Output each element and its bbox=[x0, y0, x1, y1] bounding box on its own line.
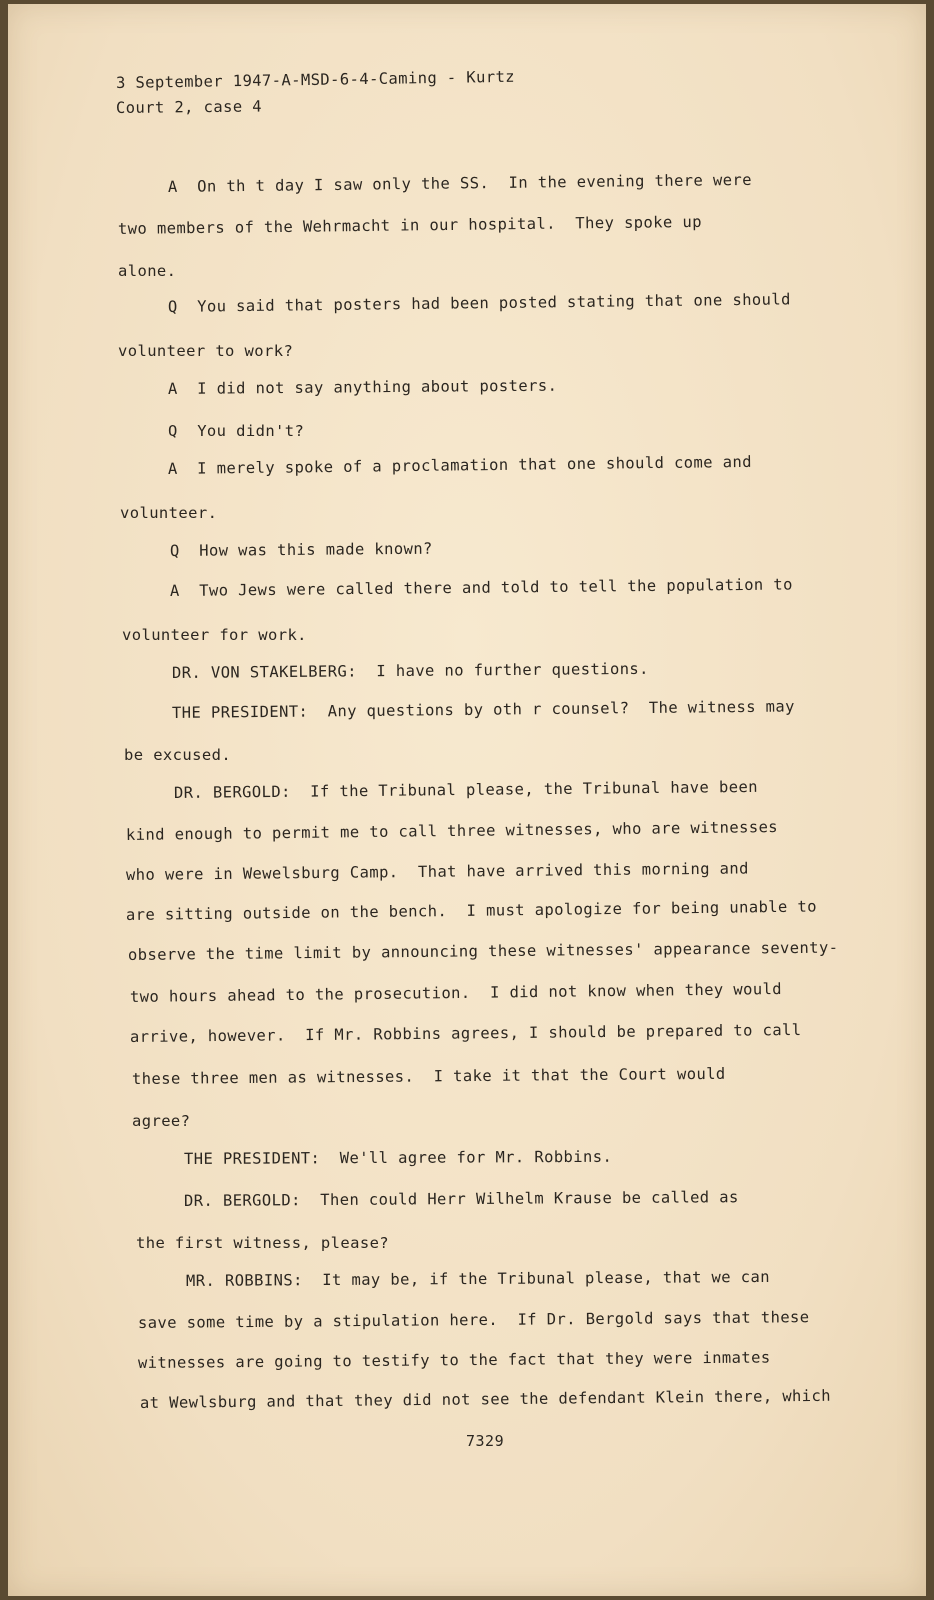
transcript-line: DR. BERGOLD: Then could Herr Wilhelm Krause be called as bbox=[183, 1188, 739, 1210]
transcript-line: A I did not say anything about posters. bbox=[167, 376, 558, 398]
transcript-line: two hours ahead to the prosecution. I did not know when they would bbox=[129, 980, 783, 1006]
transcript-line: volunteer to work? bbox=[118, 342, 294, 360]
transcript-line: A On th t day I saw only the SS. In the evening there were bbox=[167, 170, 752, 196]
transcript-line: Q How was this made known? bbox=[169, 539, 433, 560]
transcript-line: these three men as witnesses. I take it that the Court would bbox=[131, 1064, 726, 1088]
transcript-line: volunteer for work. bbox=[122, 626, 307, 644]
transcript-line: witnesses are going to testify to the fact that they were inmates bbox=[137, 1348, 771, 1372]
header-court-line: Court 2, case 4 bbox=[115, 97, 263, 117]
transcript-line: A I merely spoke of a proclamation that one should come and bbox=[167, 452, 752, 478]
transcript-line: volunteer. bbox=[120, 504, 218, 522]
transcript-line: A Two Jews were called there and told to tell the population to bbox=[169, 575, 793, 600]
transcript-line: DR. BERGOLD: If the Tribunal please, the Tribunal have been bbox=[173, 777, 758, 802]
transcript-line: kind enough to permit me to call three witnesses, who are witnesses bbox=[125, 818, 779, 844]
transcript-line: agree? bbox=[132, 1112, 191, 1130]
transcript-line: THE PRESIDENT: We'll agree for Mr. Robbins. bbox=[183, 1147, 613, 1168]
transcript-line: THE PRESIDENT: Any questions by oth r counsel? The witness may bbox=[171, 697, 795, 722]
transcript-line: the first witness, please? bbox=[136, 1234, 390, 1252]
transcript-line: alone. bbox=[118, 262, 177, 280]
transcript-line: save some time by a stipulation here. If Dr. Bergold says that these bbox=[137, 1308, 810, 1332]
transcript-line: are sitting outside on the bench. I must apologize for being unable to bbox=[125, 897, 818, 924]
transcript-line: DR. VON STAKELBERG: I have no further questions. bbox=[171, 659, 649, 682]
transcript-line: arrive, however. If Mr. Robbins agrees, I should be prepared to call bbox=[129, 1020, 802, 1046]
page-number: 7329 bbox=[466, 1432, 505, 1450]
transcript-line: who were in Wewelsburg Camp. That have arrived this morning and bbox=[125, 859, 749, 884]
transcript-line: be excused. bbox=[124, 746, 232, 764]
transcript-line: Q You said that posters had been posted stating that one should bbox=[167, 290, 791, 316]
document-page bbox=[8, 4, 926, 1596]
transcript-line: at Wewlsburg and that they did not see the defendant Klein there, which bbox=[139, 1386, 832, 1412]
header-date-line: 3 September 1947-A-MSD-6-4-Caming - Kurtz bbox=[115, 67, 516, 92]
transcript-line: observe the time limit by announcing these witnesses' appearance seventy- bbox=[127, 938, 839, 964]
transcript-line: two members of the Wehrmacht in our hospital. They spoke up bbox=[117, 212, 702, 238]
transcript-line: MR. ROBBINS: It may be, if the Tribunal please, that we can bbox=[185, 1267, 770, 1290]
transcript-line: Q You didn't? bbox=[168, 422, 305, 440]
